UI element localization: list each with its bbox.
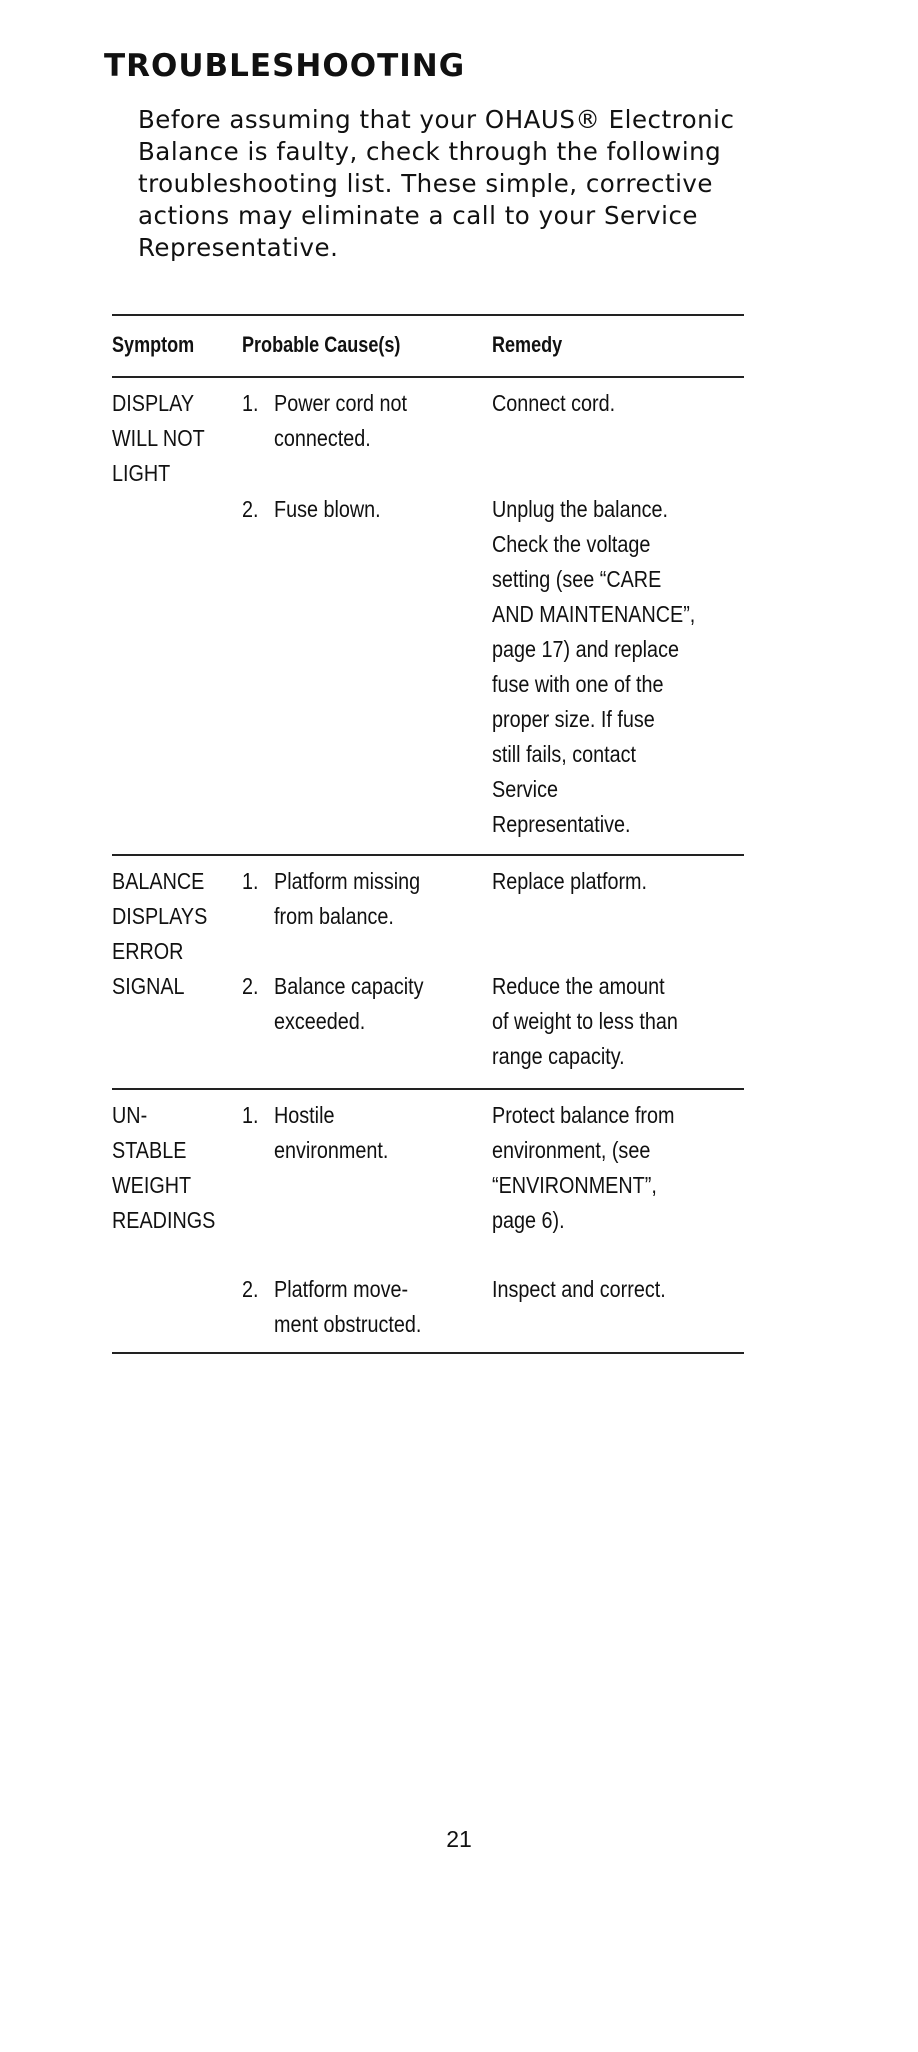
cause-line: from balance. [274, 903, 394, 929]
remedy-line: of weight to less than [492, 1008, 678, 1034]
symptom-line: WEIGHT [112, 1172, 192, 1198]
cause-line: ment obstructed. [274, 1311, 422, 1337]
remedy-line: Unplug the balance. [492, 496, 668, 522]
remedy-line: setting (see “CARE [492, 566, 662, 592]
cause-cell [274, 1098, 388, 1168]
cause-number: 1. [242, 390, 259, 416]
header-remedy: Remedy [492, 332, 563, 357]
remedy-line: fuse with one of the [492, 671, 664, 697]
cause-cell [274, 864, 420, 934]
symptom-line: ERROR [112, 938, 184, 964]
remedy-line: environment, (see [492, 1137, 651, 1163]
remedy-line: Connect cord. [492, 390, 616, 416]
remedy-line: Reduce the amount [492, 973, 665, 999]
remedy-cell [492, 864, 647, 899]
intro-line: Before assuming that your OHAUS® Electronic [138, 105, 735, 134]
cause-line: Balance capacity [274, 973, 424, 999]
cause-line: Hostile [274, 1102, 335, 1128]
symptom-line: LIGHT [112, 460, 171, 486]
remedy-cell [492, 1098, 675, 1238]
cause-line: Power cord not [274, 390, 408, 416]
remedy-line: proper size. If fuse [492, 706, 655, 732]
symptom-line: READINGS [112, 1207, 216, 1233]
table-row [112, 856, 744, 1088]
page-number: 21 [446, 1826, 472, 1852]
remedy-line: still fails, contact [492, 741, 637, 767]
cause-cell [274, 1272, 421, 1342]
cause-number: 1. [242, 868, 259, 894]
remedy-line: AND MAINTENANCE”, [492, 601, 696, 627]
symptom-line: STABLE [112, 1137, 187, 1163]
cause-number: 1. [242, 1102, 259, 1128]
table-row [112, 1090, 744, 1352]
remedy-cell [492, 1272, 666, 1307]
cause-line: Platform missing [274, 868, 421, 894]
cause-number: 2. [242, 496, 259, 522]
cause-cell [274, 969, 424, 1039]
symptom-cell [112, 864, 207, 1004]
cause-line: exceeded. [274, 1008, 366, 1034]
remedy-cell [492, 386, 615, 421]
intro-line: troubleshooting list. These simple, corrective [138, 169, 714, 198]
intro-paragraph [138, 104, 738, 264]
cause-cell [274, 386, 407, 456]
cause-line: Fuse blown. [274, 496, 381, 522]
symptom-line: DISPLAY [112, 390, 195, 416]
cause-line: Platform move- [274, 1276, 409, 1302]
header-probable-causes: Probable Cause(s) [242, 332, 401, 357]
remedy-line: page 6). [492, 1207, 565, 1233]
remedy-line: Replace platform. [492, 868, 648, 894]
remedy-cell [492, 492, 695, 842]
intro-line: Balance is faulty, check through the following [138, 137, 722, 166]
intro-line: actions may eliminate a call to your Service [138, 201, 698, 230]
remedy-line: Service [492, 776, 558, 802]
remedy-line: page 17) and replace [492, 636, 679, 662]
header-symptom: Symptom [112, 332, 195, 357]
remedy-line: Representative. [492, 811, 631, 837]
cause-line: environment. [274, 1137, 389, 1163]
symptom-line: WILL NOT [112, 425, 205, 451]
cause-line: connected. [274, 425, 371, 451]
table-header-row [112, 316, 744, 376]
table-bottom-rule [112, 1352, 744, 1354]
remedy-line: “ENVIRONMENT”, [492, 1172, 657, 1198]
page-title: TROUBLESHOOTING [104, 48, 466, 84]
symptom-line: BALANCE [112, 868, 205, 894]
remedy-line: Check the voltage [492, 531, 651, 557]
remedy-cell [492, 969, 678, 1074]
symptom-line: UN- [112, 1102, 148, 1128]
intro-line: Representative. [138, 233, 339, 262]
symptom-line: DISPLAYS [112, 903, 208, 929]
symptom-cell [112, 386, 205, 491]
cause-number: 2. [242, 973, 259, 999]
symptom-line: SIGNAL [112, 973, 185, 999]
cause-number: 2. [242, 1276, 259, 1302]
remedy-line: range capacity. [492, 1043, 625, 1069]
troubleshooting-table [112, 314, 744, 1354]
remedy-line: Inspect and correct. [492, 1276, 666, 1302]
table-row [112, 378, 744, 854]
cause-cell [274, 492, 381, 527]
remedy-line: Protect balance from [492, 1102, 675, 1128]
symptom-cell [112, 1098, 215, 1238]
